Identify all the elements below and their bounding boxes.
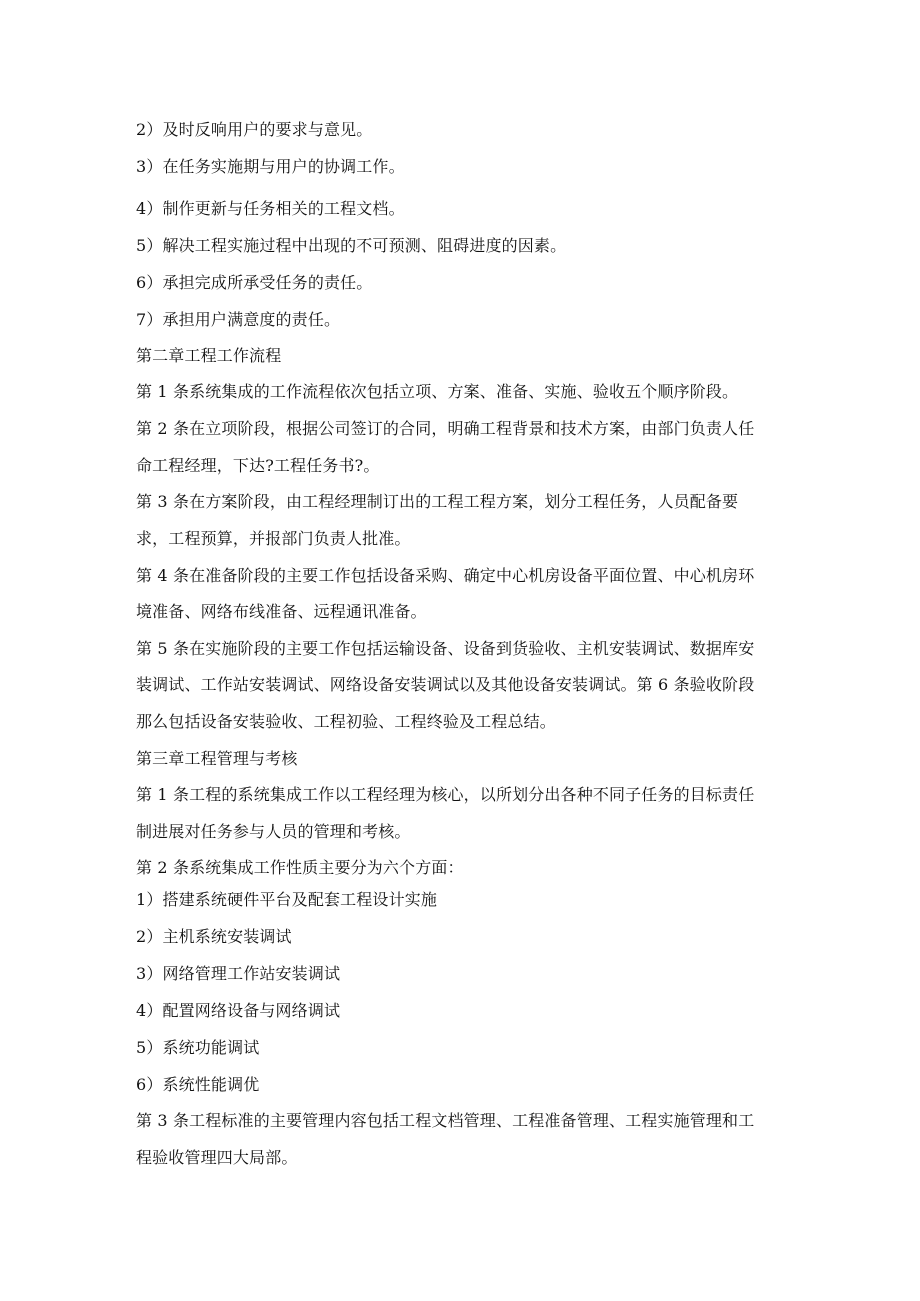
list-item: 4）配置网络设备与网络调试 (136, 1001, 341, 1020)
paragraph-line: 第 1 条工程的系统集成工作以工程经理为核心，以所划分出各种不同子任务的目标责任 (136, 785, 755, 804)
list-item: 4）制作更新与任务相关的工程文档。 (136, 199, 405, 218)
list-item: 5）系统功能调试 (136, 1038, 260, 1057)
paragraph-line: 第 1 条系统集成的工作流程依次包括立项、方案、准备、实施、验收五个顺序阶段。 (136, 382, 739, 401)
list-item: 3）网络管理工作站安装调试 (136, 964, 341, 983)
paragraph-line: 境准备、网络布线准备、远程通讯准备。 (136, 602, 427, 621)
paragraph-line: 命工程经理，下达?工程任务书?。 (136, 456, 380, 475)
list-item: 6）系统性能调优 (136, 1075, 260, 1094)
paragraph-line: 制进展对任务参与人员的管理和考核。 (136, 822, 411, 841)
list-item: 3）在任务实施期与用户的协调工作。 (136, 157, 405, 176)
paragraph-line: 求，工程预算，并报部门负责人批准。 (136, 529, 411, 548)
paragraph-line: 第 2 条在立项阶段，根据公司签订的合同，明确工程背景和技术方案，由部门负责人任 (136, 419, 755, 438)
chapter-heading: 第三章工程管理与考核 (136, 749, 298, 768)
chapter-heading: 第二章工程工作流程 (136, 346, 282, 365)
paragraph-line: 第 4 条在准备阶段的主要工作包括设备采购、确定中心机房设备平面位置、中心机房环 (136, 566, 755, 585)
paragraph-line: 程验收管理四大局部。 (136, 1148, 298, 1167)
list-item: 5）解决工程实施过程中出现的不可预测、阻碍进度的因素。 (136, 236, 567, 255)
paragraph-line: 装调试、工作站安装调试、网络设备安装调试以及其他设备安装调试。第 6 条验收阶段 (136, 675, 755, 694)
list-item: 1）搭建系统硬件平台及配套工程设计实施 (136, 890, 438, 909)
list-item: 2）及时反响用户的要求与意见。 (136, 120, 373, 139)
paragraph-line: 第 5 条在实施阶段的主要工作包括运输设备、设备到货验收、主机安装调试、数据库安 (136, 639, 755, 658)
paragraph-line: 第 3 条在方案阶段，由工程经理制订出的工程工程方案，划分工程任务，人员配备要 (136, 492, 739, 511)
paragraph-line: 第 2 条系统集成工作性质主要分为六个方面： (136, 858, 464, 877)
list-item: 2）主机系统安装调试 (136, 927, 292, 946)
paragraph-line: 第 3 条工程标准的主要管理内容包括工程文档管理、工程准备管理、工程实施管理和工 (136, 1111, 755, 1130)
list-item: 6）承担完成所承受任务的责任。 (136, 273, 373, 292)
list-item: 7）承担用户满意度的责任。 (136, 310, 341, 329)
paragraph-line: 那么包括设备安装验收、工程初验、工程终验及工程总结。 (136, 712, 556, 731)
